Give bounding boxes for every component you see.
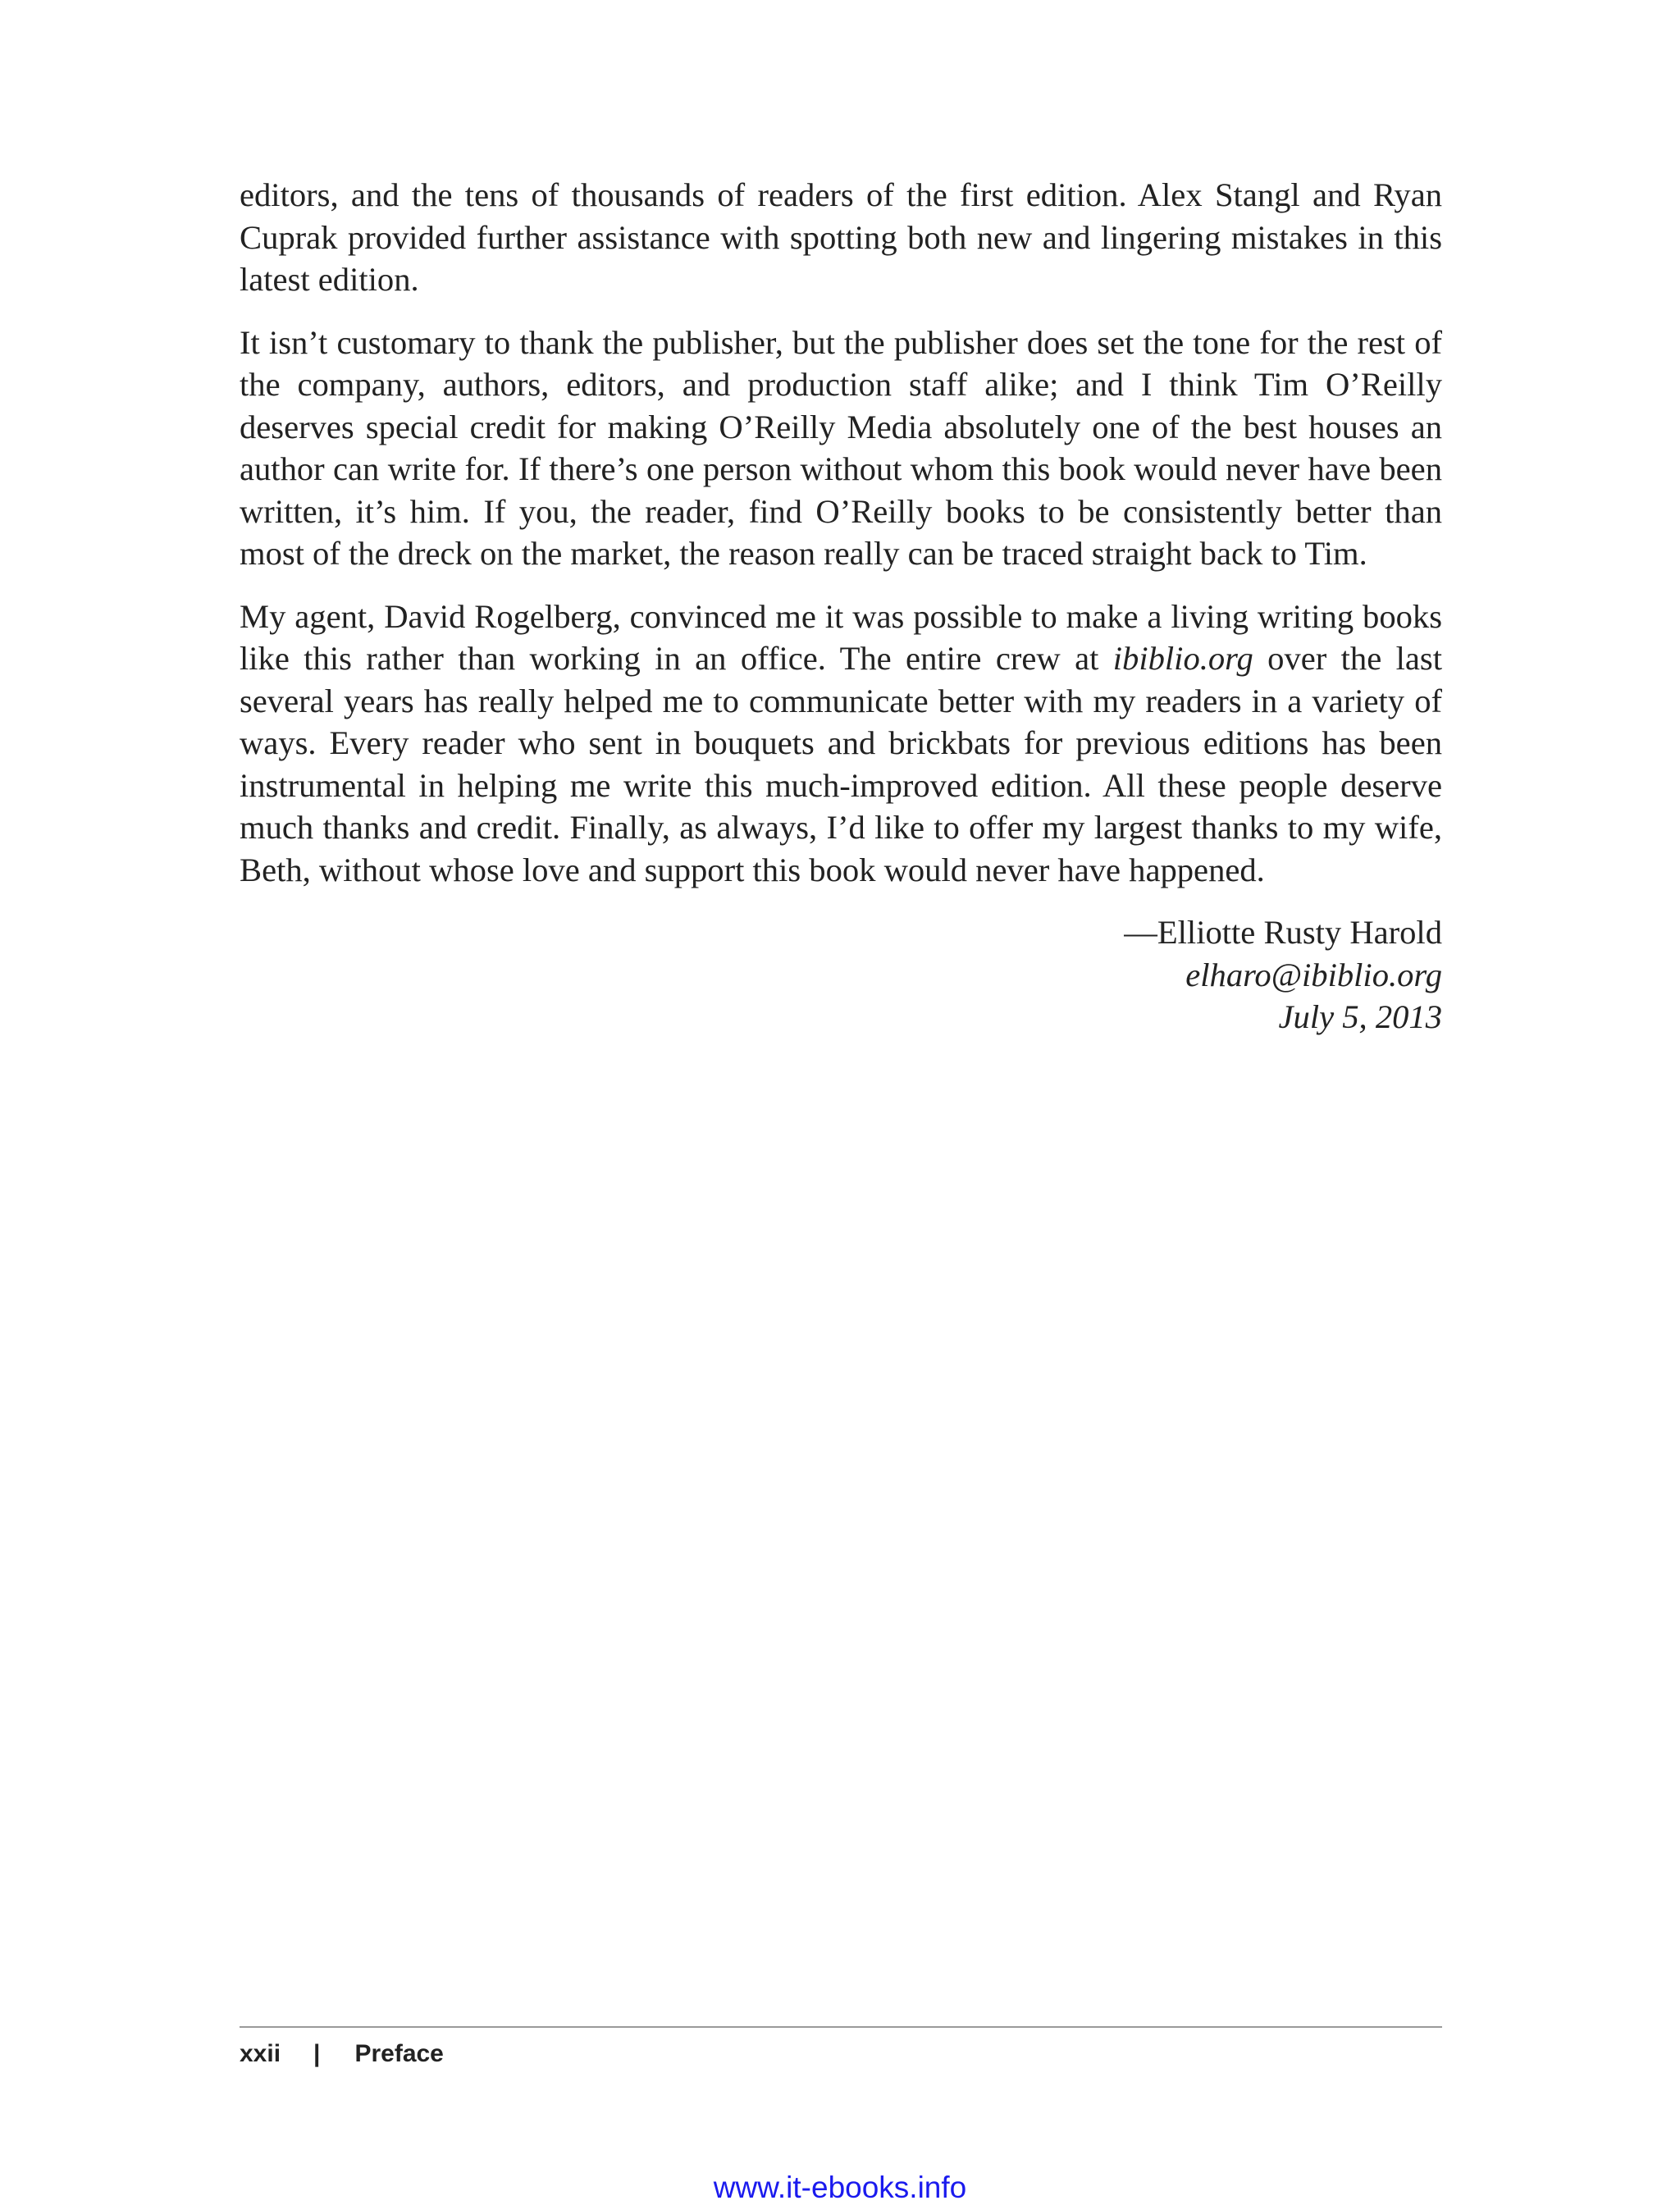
- footer-divider: [240, 2026, 1442, 2028]
- page-number: xxii: [240, 2040, 281, 2067]
- preface-body: [240, 174, 1442, 1039]
- signature-block: [240, 911, 1442, 1039]
- signature-date: July 5, 2013: [1278, 998, 1442, 1035]
- paragraph-agent-text-end: over the last several years has really helped me to communicate better with my readers in a variety of ways. Every reader who sent in bouquets and brickbats for previous editions has been instrumental in helping me write this much-improved edition. All these people deserve much thanks and credit. Finally, as always, I’d like to offer my largest thanks to my wife, Beth, without whose love and support this book would never have happened.: [240, 640, 1442, 888]
- paragraph-agent-text-start: My agent, David Rogelberg, convinced me it was possible to make a living writing books like this rather than working in an office. The entire crew at: [240, 597, 1442, 677]
- page-footer: [240, 2036, 444, 2072]
- signature-author: —Elliotte Rusty Harold: [1124, 914, 1442, 951]
- paragraph-agent-thanks: [240, 596, 1442, 892]
- paragraph-publisher-thanks: It isn’t customary to thank the publisher, but the publisher does set the tone for the rest of the company, authors, editors, and production staff alike; and I think Tim O’Reilly deserves special credit for making O’Reilly Media absolutely one of the best houses an author can write for. If there’s one person without whom this book would never have been written, it’s him. If you, the reader, find O’Reilly books to be consistently better than most of the dreck on the market, the reason really can be traced straight back to Tim.: [240, 323, 1442, 572]
- footer-separator: |: [313, 2040, 321, 2067]
- paragraph-acknowledgments-editors: editors, and the tens of thousands of readers of the first edition. Alex Stangl and Ryan Cuprak provided further assistance with spotting both new and lingering mistakes in this latest edition.: [240, 176, 1442, 298]
- signature-email: elharo@ibiblio.org: [1185, 956, 1442, 993]
- watermark-link[interactable]: www.it-ebooks.info: [713, 2171, 967, 2204]
- section-title: Preface: [354, 2040, 444, 2067]
- ibiblio-reference: ibiblio.org: [1112, 640, 1253, 677]
